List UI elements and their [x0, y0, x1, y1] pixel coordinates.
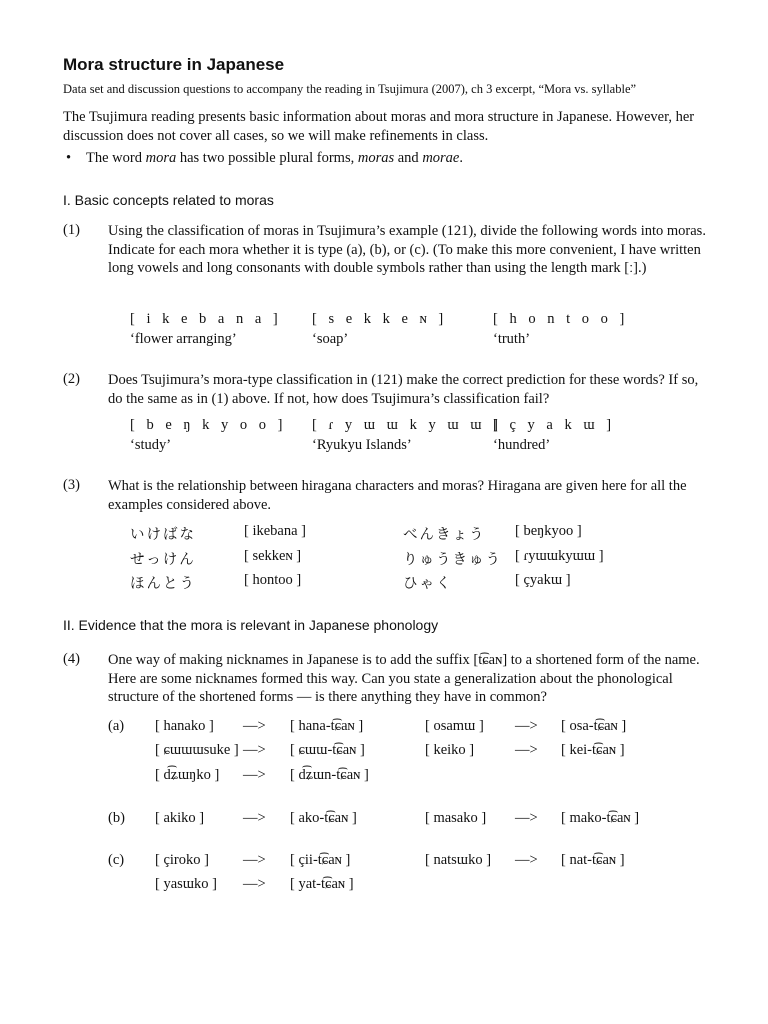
- word-gloss: ‘flower arranging’: [130, 331, 237, 347]
- hiragana-transcription: [ ikebana ]: [244, 523, 306, 539]
- word-gloss: ‘study’: [130, 437, 172, 453]
- hiragana-transcription: [ sekkeɴ ]: [244, 548, 302, 564]
- section-heading-2: II. Evidence that the mora is relevant in Japanese phonology: [63, 617, 439, 633]
- hiragana-transcription: [ çyakɯ ]: [515, 572, 571, 588]
- bullet-text-c: and: [394, 150, 423, 166]
- arrow: —>: [515, 852, 538, 868]
- arrow: —>: [243, 876, 266, 892]
- nickname-form: [ kei-t͡ɕaɴ ]: [561, 742, 625, 758]
- hiragana-transcription: [ beŋkyoo ]: [515, 523, 582, 539]
- nickname-form: [ yat-t͡ɕaɴ ]: [290, 876, 354, 892]
- group-label-b: (b): [108, 810, 125, 826]
- section-heading-1: I. Basic concepts related to moras: [63, 192, 274, 208]
- bullet-symbol: •: [66, 150, 72, 166]
- nickname-form: [ nat-t͡ɕaɴ ]: [561, 852, 625, 868]
- group-label-a: (a): [108, 718, 125, 734]
- group-label-c: (c): [108, 852, 125, 868]
- hiragana-word: べんきょう: [403, 527, 486, 543]
- question-text-2: Does Tsujimura’s mora-type classification in (121) make the correct prediction for these words? If so, do the same as in (1) above. If not, how does Tsujimura’s classification fail?: [108, 372, 699, 407]
- arrow: —>: [515, 742, 538, 758]
- bullet-word: mora: [145, 150, 177, 166]
- hiragana-word: りゅうきゅう: [403, 552, 502, 568]
- word-transcription: [ b e ŋ k y o o ]: [130, 417, 287, 433]
- question-text-4-b: ] to a shortened form of the name. Here are some nicknames formed this way. Can you state a generalization about the phonological structure of the shortened forms — is there anything they have in common?: [108, 652, 700, 705]
- nickname-form: [ ɕɯɯ-t͡ɕaɴ ]: [290, 742, 365, 758]
- question-number-4: (4): [63, 651, 80, 667]
- word-transcription: [ s e k k e ɴ ]: [312, 311, 448, 327]
- bullet-text-a: The word: [86, 150, 146, 166]
- arrow: —>: [243, 852, 266, 868]
- question-number-3: (3): [63, 477, 80, 493]
- question-text-1: Using the classification of moras in Tsujimura’s example (121), divide the following words into moras. Indicate for each mora whether it is type (a), (b), or (c). (To make this more convenient, I have written long vowels and long consonants with double symbols rather than using the length mark [ː].): [108, 223, 706, 276]
- word-gloss: ‘hundred’: [493, 437, 551, 453]
- name-form: [ osamɯ ]: [425, 718, 484, 734]
- hiragana-transcription: [ hontoo ]: [244, 572, 302, 588]
- name-form: [ hanako ]: [155, 718, 214, 734]
- bullet-plural-2: morae: [422, 150, 460, 166]
- arrow: —>: [243, 718, 266, 734]
- page-title: Mora structure in Japanese: [63, 55, 285, 74]
- arrow: —>: [515, 718, 538, 734]
- word-transcription: [ h o n t o o ]: [493, 311, 629, 327]
- hiragana-word: せっけん: [130, 552, 196, 568]
- nickname-form: [ mako-t͡ɕaɴ ]: [561, 810, 640, 826]
- intro-paragraph: The Tsujimura reading presents basic information about moras and mora structure in Japanese. However, her discussion does not cover all cases, so we will make refinements in class.: [63, 109, 695, 144]
- name-form: [ d͡ʑɯŋko ]: [155, 767, 220, 783]
- name-form: [ masako ]: [425, 810, 487, 826]
- question-text-4-a: One way of making nicknames in Japanese is to add the suffix [: [108, 652, 479, 668]
- question-text-4: [108, 651, 708, 707]
- bullet-text-d: .: [459, 150, 463, 166]
- question-number-1: (1): [63, 222, 80, 238]
- page-subtitle: Data set and discussion questions to accompany the reading in Tsujimura (2007), ch 3 excerpt, “Mora vs. syllable”: [63, 82, 637, 96]
- question-text-3: What is the relationship between hiragana characters and moras? Hiragana are given here for all the examples considered above.: [108, 478, 687, 513]
- word-gloss: ‘soap’: [312, 331, 349, 347]
- bullet-text-b: has two possible plural forms,: [176, 150, 358, 166]
- name-form: [ çiroko ]: [155, 852, 209, 868]
- arrow: —>: [243, 810, 266, 826]
- word-gloss: ‘Ryukyu Islands’: [312, 437, 412, 453]
- word-transcription: [ i k e b a n a ]: [130, 311, 282, 327]
- arrow: —>: [243, 742, 266, 758]
- name-form: [ yasɯko ]: [155, 876, 218, 892]
- name-form: [ akiko ]: [155, 810, 205, 826]
- arrow: —>: [243, 767, 266, 783]
- nickname-form: [ hana-t͡ɕaɴ ]: [290, 718, 364, 734]
- hiragana-word: ひゃく: [403, 576, 453, 592]
- hiragana-word: ほんとう: [130, 576, 196, 592]
- name-form: [ ɕɯɯɯsuke ]: [155, 742, 239, 758]
- name-form: [ keiko ]: [425, 742, 475, 758]
- word-transcription: [ ç y a k ɯ ]: [493, 417, 616, 433]
- hiragana-transcription: [ ɾyɯɯkyɯɯ ]: [515, 548, 604, 564]
- suffix-transcription: t͡ɕaɴ: [478, 652, 503, 668]
- arrow: —>: [515, 810, 538, 826]
- nickname-form: [ d͡ʑɯn-t͡ɕaɴ ]: [290, 767, 369, 783]
- question-number-2: (2): [63, 371, 80, 387]
- nickname-form: [ çii-t͡ɕaɴ ]: [290, 852, 351, 868]
- name-form: [ natsɯko ]: [425, 852, 492, 868]
- nickname-form: [ ako-t͡ɕaɴ ]: [290, 810, 357, 826]
- bullet-note: [86, 150, 463, 167]
- word-gloss: ‘truth’: [493, 331, 531, 347]
- nickname-form: [ osa-t͡ɕaɴ ]: [561, 718, 627, 734]
- word-transcription: [ ɾ y ɯ ɯ k y ɯ ɯ ]: [312, 417, 502, 433]
- bullet-plural-1: moras: [357, 150, 395, 166]
- hiragana-word: いけばな: [130, 527, 196, 543]
